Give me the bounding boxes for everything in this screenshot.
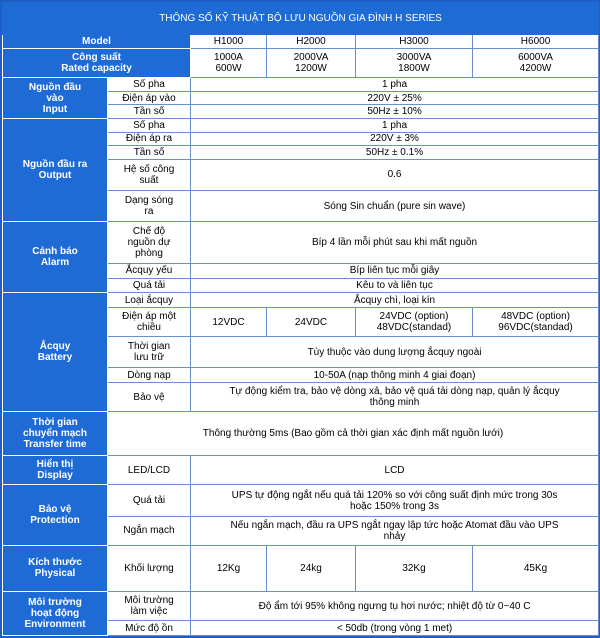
transfer-label-line: Transfer time	[23, 439, 87, 451]
label-line: nguồn dự	[127, 237, 171, 249]
text-line: thông minh	[369, 397, 420, 409]
environment-noise-value: < 50db (trong vòng 1 met)	[191, 621, 599, 636]
input-voltage-value: 220V ± 25%	[191, 91, 599, 105]
label-line: Chế độ	[132, 226, 166, 238]
capacity-h3000	[356, 48, 473, 77]
capacity-w: 4200W	[519, 63, 552, 75]
environment-work-label	[108, 591, 191, 620]
capacity-label-vi: Công suất	[72, 52, 121, 64]
model-label: Model	[3, 35, 191, 49]
battery-voltage-h3000	[356, 307, 473, 336]
capacity-w: 1200W	[295, 63, 327, 75]
input-label-line: vào	[46, 92, 64, 104]
weight-h1000: 12Kg	[191, 545, 267, 591]
label-line: Thời gian	[127, 341, 171, 353]
output-category	[3, 118, 108, 221]
transfer-category	[3, 412, 108, 456]
capacity-w: 600W	[215, 63, 242, 75]
battery-protect-value	[191, 383, 599, 412]
model-h6000: H6000	[473, 35, 599, 49]
alarm-low-battery-value: Bíp liên tục mỗi giây	[191, 264, 599, 279]
input-voltage-label: Điện áp vào	[108, 91, 191, 105]
input-phase-value: 1 pha	[191, 78, 599, 92]
output-voltage-value: 220V ± 3%	[191, 132, 599, 146]
weight-label: Khối lượng	[108, 545, 191, 591]
display-label-line: Hiển thị	[36, 459, 74, 471]
protection-short-value	[191, 516, 599, 545]
battery-backup-value: Tùy thuộc vào dung lượng ắcquy ngoài	[191, 337, 599, 368]
capacity-va: 1000A	[214, 52, 243, 64]
display-sub-label: LED/LCD	[108, 456, 191, 485]
battery-voltage-h1000: 12VDC	[191, 307, 267, 336]
label-line: làm việc	[130, 606, 168, 618]
label-line: Dạng sóng	[124, 195, 174, 207]
alarm-overload-label: Quá tải	[108, 278, 191, 293]
battery-category	[3, 293, 108, 412]
weight-h2000: 24kg	[267, 545, 356, 591]
voltage-option: 24VDC (option)	[379, 311, 449, 323]
display-label-line: Display	[37, 470, 73, 482]
alarm-backup-mode-value: Bíp 4 lần mỗi phút sau khi mất nguồn	[191, 222, 599, 264]
transfer-label-line: Thời gian	[32, 417, 78, 429]
display-value: LCD	[191, 456, 599, 485]
output-phase-value: 1 pha	[191, 118, 599, 132]
label-line: phòng	[135, 248, 163, 260]
capacity-w: 1800W	[398, 63, 430, 75]
input-label-line: Input	[42, 103, 68, 115]
physical-label-line: Kích thước	[28, 557, 82, 569]
voltage-standard: 48VDC(standad)	[376, 322, 452, 334]
input-frequency-value: 50Hz ± 10%	[191, 105, 599, 119]
weight-h6000: 45Kg	[473, 545, 599, 591]
environment-noise-label: Mức độ ồn	[108, 621, 191, 636]
display-category	[3, 456, 108, 485]
label-line: lưu trữ	[133, 352, 165, 364]
protection-overload-value	[191, 485, 599, 516]
environment-category	[3, 591, 108, 635]
transfer-value: Thông thường 5ms (Bao gồm cả thời gian xác định mất nguồn lưới)	[108, 412, 599, 456]
label-line: ra	[144, 206, 154, 218]
output-label-line: Nguồn đầu ra	[22, 159, 88, 171]
capacity-label	[3, 48, 191, 77]
table-title: THÔNG SỐ KỸ THUẬT BỘ LƯU NGUỒN GIA ĐÌNH H SERIES	[3, 3, 599, 35]
model-h1000: H1000	[191, 35, 267, 49]
output-frequency-label: Tần số	[108, 146, 191, 160]
protection-label-line: Protection	[30, 515, 80, 527]
protection-short-label: Ngắn mạch	[108, 516, 191, 545]
model-h2000: H2000	[267, 35, 356, 49]
output-power-factor-label	[108, 159, 191, 190]
text-line: nhảy	[383, 530, 406, 542]
battery-voltage-h2000: 24VDC	[267, 307, 356, 336]
battery-type-value: Ắcquy chì, loại kín	[191, 293, 599, 308]
input-phase-label: Số pha	[108, 78, 191, 92]
alarm-overload-value: Kêu to và liên tục	[191, 278, 599, 293]
capacity-va: 2000VA	[293, 52, 329, 64]
spec-table	[2, 2, 599, 636]
alarm-label-line: Cảnh báo	[32, 246, 78, 258]
input-frequency-label: Tần số	[108, 105, 191, 119]
battery-charge-label: Dòng nạp	[108, 368, 191, 383]
voltage-option: 48VDC (option)	[501, 311, 570, 323]
output-phase-label: Số pha	[108, 118, 191, 132]
capacity-h6000	[473, 48, 599, 77]
protection-category	[3, 485, 108, 546]
output-waveform-label	[108, 190, 191, 221]
environment-label-line: hoạt động	[30, 607, 80, 619]
output-frequency-value: 50Hz ± 0.1%	[191, 146, 599, 160]
text-line: hoặc 150% trong 3s	[350, 500, 439, 512]
battery-backup-label	[108, 337, 191, 368]
alarm-label-line: Alarm	[40, 257, 70, 269]
output-power-factor-value: 0.6	[191, 159, 599, 190]
output-label-line: Output	[38, 170, 72, 182]
label-line: Môi trường	[124, 595, 174, 607]
battery-label-line: Battery	[37, 352, 73, 364]
label-line: suất	[139, 174, 159, 186]
model-h3000: H3000	[356, 35, 473, 49]
physical-label-line: Physical	[34, 568, 76, 580]
battery-label-line: Ắcquy	[39, 341, 71, 353]
battery-protect-label: Bảo vệ	[108, 383, 191, 412]
text-line: Tự động kiểm tra, bảo vệ dòng xả, bảo vệ quá tải dòng nạp, quản lý ắcquy	[229, 386, 560, 398]
label-line: chiều	[137, 322, 161, 334]
battery-voltage-h6000	[473, 307, 599, 336]
alarm-backup-mode-label	[108, 222, 191, 264]
capacity-va: 3000VA	[396, 52, 432, 64]
protection-label-line: Bảo vệ	[38, 504, 72, 516]
transfer-label-line: chuyển mạch	[23, 428, 87, 440]
capacity-h2000	[267, 48, 356, 77]
label-line: Điện áp một	[122, 311, 176, 323]
output-voltage-label: Điện áp ra	[108, 132, 191, 146]
weight-h3000: 32Kg	[356, 545, 473, 591]
environment-label-line: Environment	[24, 618, 86, 630]
environment-work-value: Độ ẩm tới 95% không ngưng tụ hơi nước; nhiệt độ từ 0~40 C	[191, 591, 599, 620]
alarm-low-battery-label: Ắcquy yếu	[108, 264, 191, 279]
protection-overload-label: Quá tải	[108, 485, 191, 516]
output-waveform-value: Sóng Sin chuẩn (pure sin wave)	[191, 190, 599, 221]
capacity-label-en: Rated capacity	[61, 63, 132, 75]
voltage-standard: 96VDC(standad)	[498, 322, 573, 334]
input-category	[3, 78, 108, 119]
alarm-category	[3, 222, 108, 293]
battery-voltage-label	[108, 307, 191, 336]
battery-type-label: Loại ắcquy	[108, 293, 191, 308]
capacity-va: 6000VA	[518, 52, 553, 64]
capacity-h1000	[191, 48, 267, 77]
text-line: Nếu ngắn mạch, đầu ra UPS ngắt ngay lập tức hoặc Atomat đầu vào UPS	[230, 519, 559, 531]
battery-charge-value: 10-50A (nạp thông minh 4 giai đoạn)	[191, 368, 599, 383]
text-line: UPS tự động ngắt nếu quá tải 120% so với công suất định mức trong 30s	[231, 489, 558, 501]
label-line: Hệ số công	[123, 163, 175, 175]
physical-category	[3, 545, 108, 591]
environment-label-line: Môi trường	[28, 596, 82, 608]
input-label-line: Nguồn đầu	[28, 81, 82, 93]
